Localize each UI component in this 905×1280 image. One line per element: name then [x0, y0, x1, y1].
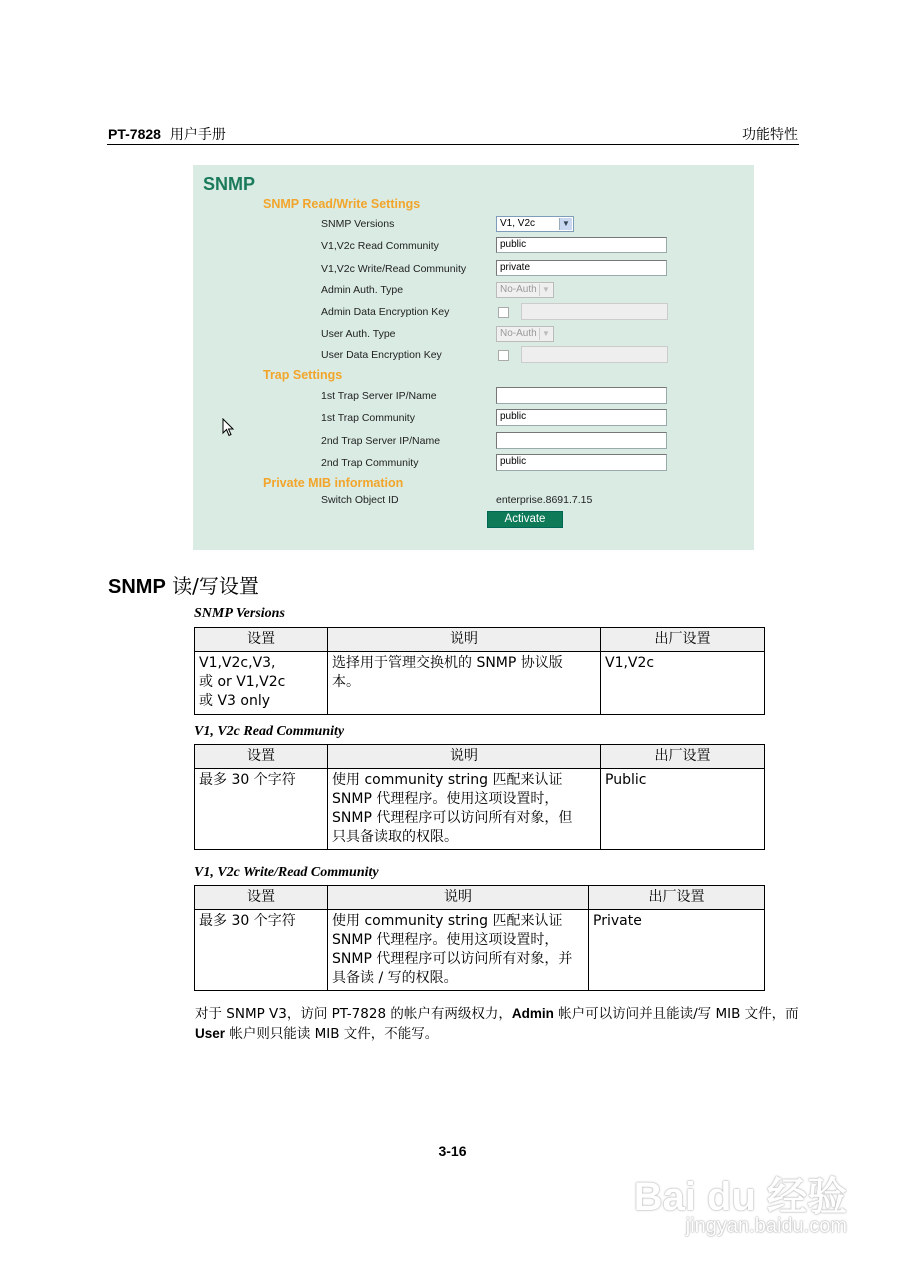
mib-info-heading: Private MIB information	[263, 476, 404, 490]
admin-auth-type-value: No-Auth	[500, 284, 537, 295]
col-description: 说明	[328, 886, 589, 910]
table-row	[195, 769, 765, 850]
cell-default: Private	[589, 910, 765, 991]
cell-default: V1,V2c	[601, 652, 765, 715]
cell-setting: 最多 30 个字符	[195, 769, 328, 850]
table-header-row	[195, 745, 765, 769]
note-text-2: 帐户可以访问并且能读/写 MIB 文件，而	[553, 1006, 799, 1022]
cell-description: 选择用于管理交换机的 SNMP 协议版 本。	[328, 652, 601, 715]
manual-title: 用户手册	[169, 127, 226, 143]
mouse-cursor-icon	[222, 418, 236, 438]
col-description: 说明	[328, 745, 601, 769]
read-community-input[interactable]: public	[496, 237, 667, 253]
baidu-watermark-url: jingyan.baidu.com	[685, 1215, 847, 1237]
table-row	[195, 910, 765, 991]
user-auth-type-select[interactable]	[496, 326, 554, 342]
header-rule	[107, 144, 799, 145]
snmp-versions-value: V1, V2c	[500, 218, 536, 229]
user-encryption-key-input[interactable]	[521, 346, 668, 363]
admin-encryption-checkbox[interactable]	[498, 307, 509, 318]
admin-auth-type-select[interactable]	[496, 282, 554, 298]
chevron-down-icon: ▼	[539, 328, 552, 340]
product-name: PT-7828	[108, 126, 161, 142]
col-setting: 设置	[195, 886, 328, 910]
snmp-v3-note	[195, 1004, 801, 1044]
panel-title: SNMP	[203, 174, 256, 194]
switch-object-id-label: Switch Object ID	[321, 494, 399, 506]
snmp-settings-panel	[193, 165, 754, 550]
snmp-versions-select[interactable]	[496, 216, 574, 232]
baidu-watermark-logo: Bai du 经验	[633, 1175, 847, 1219]
table3-caption: V1, V2c Write/Read Community	[194, 865, 379, 880]
rw-settings-heading: SNMP Read/Write Settings	[263, 197, 421, 211]
cell-description: 使用 community string 匹配来认证 SNMP 代理程序。使用这项设置时， SNMP 代理程序可以访问所有对象，并 具备读 / 写的权限。	[328, 910, 589, 991]
table-read-community	[194, 744, 765, 850]
table-row	[195, 652, 765, 715]
chevron-down-icon: ▼	[559, 218, 572, 230]
trap2-server-input[interactable]	[496, 432, 667, 449]
snmp-versions-label: SNMP Versions	[321, 218, 395, 230]
write-community-label: V1,V2c Write/Read Community	[321, 263, 467, 275]
cell-setting: 最多 30 个字符	[195, 910, 328, 991]
read-community-label: V1,V2c Read Community	[321, 240, 439, 252]
table1-caption: SNMP Versions	[194, 606, 285, 621]
table-write-community	[194, 885, 765, 991]
table2-caption: V1, V2c Read Community	[194, 724, 345, 739]
trap1-community-input[interactable]: public	[496, 409, 667, 426]
trap1-server-label: 1st Trap Server IP/Name	[321, 390, 437, 402]
cell-setting: V1,V2c,V3, 或 or V1,V2c 或 V3 only	[195, 652, 328, 715]
running-header-left	[108, 124, 226, 144]
user-auth-type-label: User Auth. Type	[321, 328, 396, 340]
trap1-server-input[interactable]	[496, 387, 667, 404]
col-description: 说明	[328, 628, 601, 652]
table-header-row	[195, 628, 765, 652]
user-auth-type-value: No-Auth	[500, 328, 537, 339]
col-default: 出厂设置	[589, 886, 765, 910]
cell-default: Public	[601, 769, 765, 850]
col-default: 出厂设置	[601, 628, 765, 652]
user-encryption-checkbox[interactable]	[498, 350, 509, 361]
admin-encryption-key-input[interactable]	[521, 303, 668, 320]
switch-object-id-value: enterprise.8691.7.15	[496, 494, 593, 506]
trap2-server-label: 2nd Trap Server IP/Name	[321, 435, 441, 447]
admin-encryption-key-label: Admin Data Encryption Key	[321, 306, 450, 318]
running-header-right: 功能特性	[742, 127, 798, 143]
col-setting: 设置	[195, 628, 328, 652]
user-encryption-key-label: User Data Encryption Key	[321, 349, 442, 361]
trap-settings-heading: Trap Settings	[263, 368, 343, 382]
write-community-input[interactable]: private	[496, 260, 667, 276]
trap2-community-label: 2nd Trap Community	[321, 457, 419, 469]
note-admin: Admin	[511, 1006, 554, 1021]
table-header-row	[195, 886, 765, 910]
note-text-1: 对于 SNMP V3，访问 PT-7828 的帐户有两级权力，	[195, 1006, 512, 1022]
admin-auth-type-label: Admin Auth. Type	[321, 284, 404, 296]
heading-bold: SNMP	[108, 576, 166, 598]
section-heading	[108, 570, 259, 599]
activate-button[interactable]: Activate	[487, 511, 563, 528]
col-setting: 设置	[195, 745, 328, 769]
trap2-community-input[interactable]: public	[496, 454, 667, 471]
heading-rest: 读/写设置	[165, 574, 259, 598]
cell-description: 使用 community string 匹配来认证 SNMP 代理程序。使用这项设置时， SNMP 代理程序可以访问所有对象，但 只具备读取的权限。	[328, 769, 601, 850]
note-user: User	[195, 1026, 226, 1041]
col-default: 出厂设置	[601, 745, 765, 769]
note-text-3: 帐户则只能读 MIB 文件，不能写。	[225, 1026, 439, 1042]
table-snmp-versions	[194, 627, 765, 715]
page-number: 3-16	[438, 1143, 467, 1159]
chevron-down-icon: ▼	[539, 284, 552, 296]
trap1-community-label: 1st Trap Community	[321, 412, 415, 424]
